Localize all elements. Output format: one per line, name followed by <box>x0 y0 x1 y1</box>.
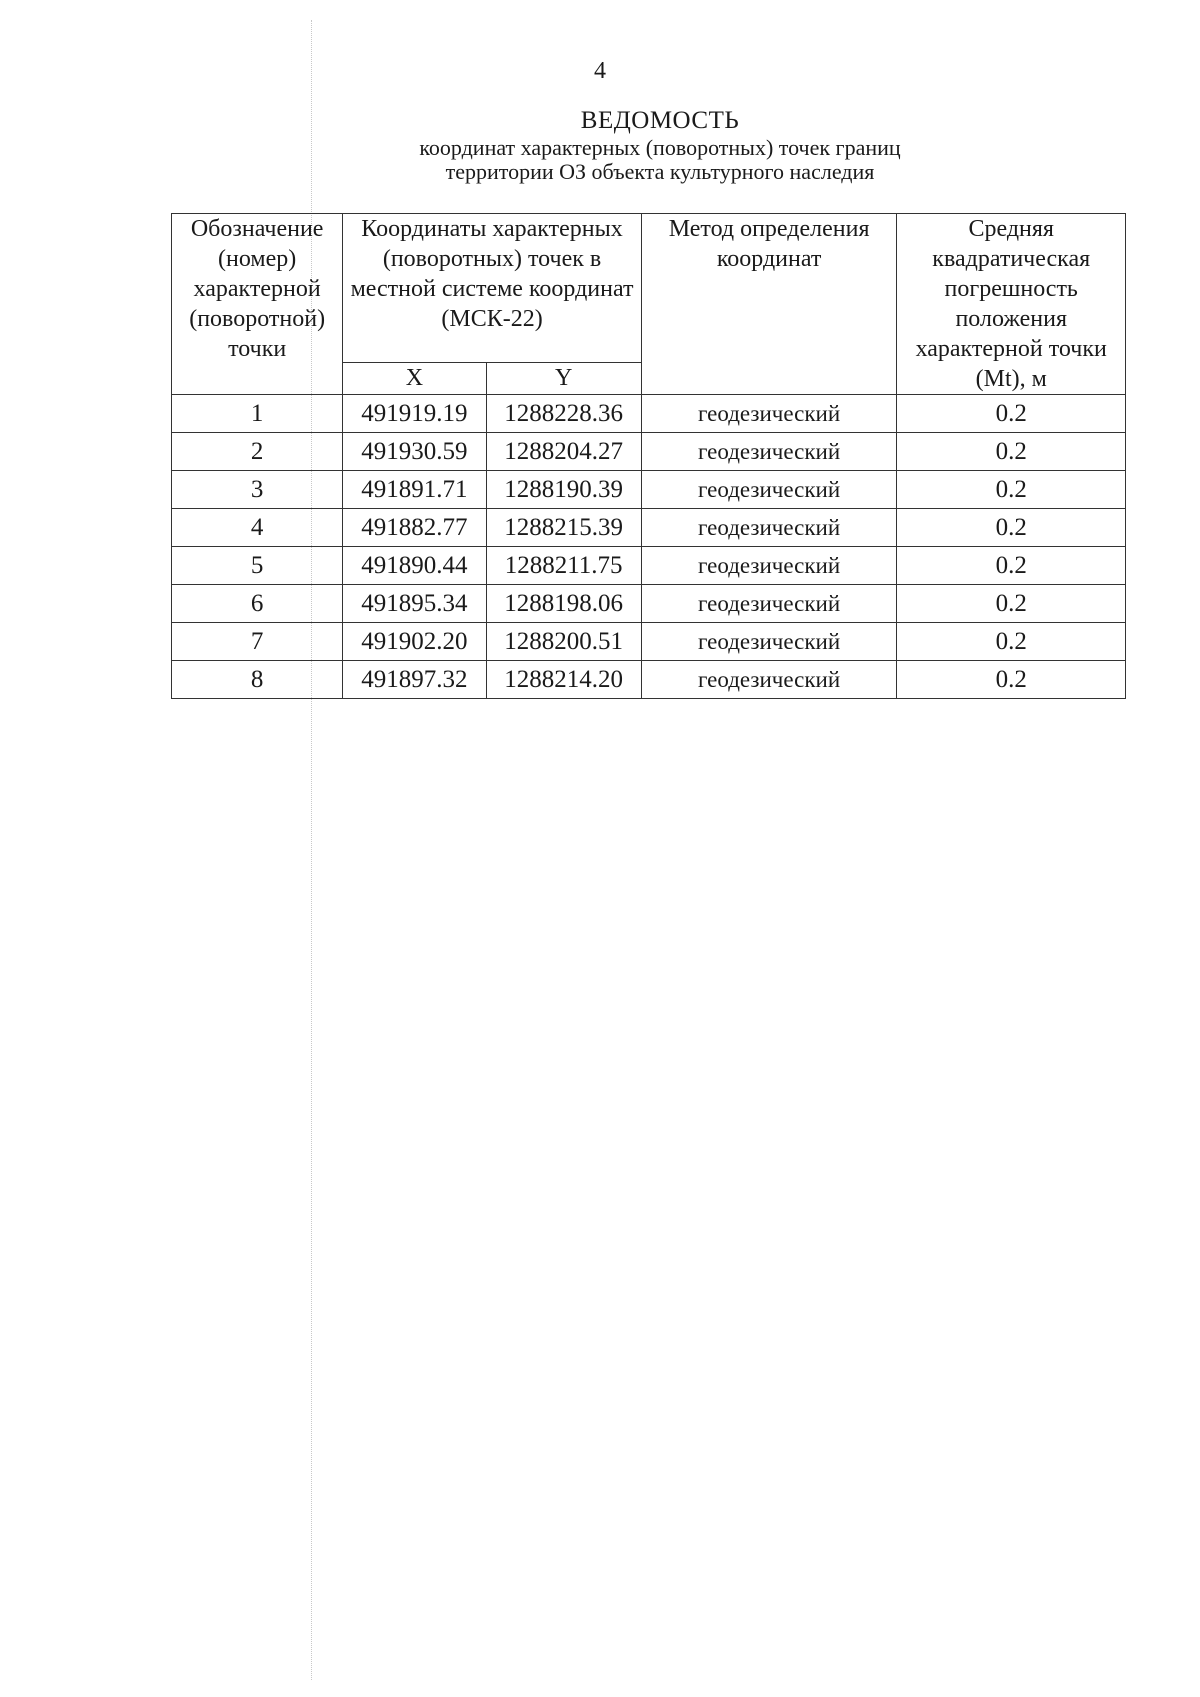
cell-method: геодезический <box>641 395 897 433</box>
header-method: Метод определения координат <box>641 214 897 395</box>
title-main: ВЕДОМОСТЬ <box>580 107 740 134</box>
table-row <box>172 547 1126 585</box>
cell-y: 1288200.51 <box>486 623 641 661</box>
cell-method: геодезический <box>641 509 897 547</box>
cell-point: 5 <box>172 547 343 585</box>
table-row <box>172 509 1126 547</box>
cell-error: 0.2 <box>897 471 1126 509</box>
title-line-2: территории ОЗ объекта культурного наследия <box>445 159 875 184</box>
cell-method: геодезический <box>641 547 897 585</box>
cell-point: 8 <box>172 661 343 699</box>
header-error: Средняя квадратическая погрешность положения характерной точки (Mt), м <box>897 214 1126 395</box>
cell-method: геодезический <box>641 471 897 509</box>
header-point: Обозначение (номер) характерной (поворотной) точки <box>172 214 343 395</box>
cell-error: 0.2 <box>897 585 1126 623</box>
cell-point: 2 <box>172 433 343 471</box>
cell-point: 7 <box>172 623 343 661</box>
table-header-row <box>172 214 1126 363</box>
table-row <box>172 433 1126 471</box>
cell-y: 1288215.39 <box>486 509 641 547</box>
cell-point: 3 <box>172 471 343 509</box>
cell-method: геодезический <box>641 623 897 661</box>
table-row <box>172 623 1126 661</box>
document-title <box>300 108 1020 184</box>
cell-error: 0.2 <box>897 509 1126 547</box>
table-row <box>172 471 1126 509</box>
cell-x: 491897.32 <box>343 661 486 699</box>
cell-y: 1288198.06 <box>486 585 641 623</box>
table-row <box>172 585 1126 623</box>
cell-point: 6 <box>172 585 343 623</box>
cell-method: геодезический <box>641 433 897 471</box>
cell-x: 491891.71 <box>343 471 486 509</box>
cell-x: 491890.44 <box>343 547 486 585</box>
page-number: 4 <box>594 58 606 84</box>
coordinates-table <box>171 213 1126 699</box>
cell-x: 491895.34 <box>343 585 486 623</box>
cell-y: 1288204.27 <box>486 433 641 471</box>
cell-error: 0.2 <box>897 395 1126 433</box>
cell-method: геодезический <box>641 585 897 623</box>
title-line-1: координат характерных (поворотных) точек границ <box>419 135 901 160</box>
cell-x: 491930.59 <box>343 433 486 471</box>
cell-y: 1288211.75 <box>486 547 641 585</box>
cell-x: 491902.20 <box>343 623 486 661</box>
cell-error: 0.2 <box>897 547 1126 585</box>
header-coordinates: Координаты характерных (поворотных) точек в местной системе координат (МСК-22) <box>343 214 642 363</box>
cell-x: 491882.77 <box>343 509 486 547</box>
cell-y: 1288190.39 <box>486 471 641 509</box>
cell-error: 0.2 <box>897 433 1126 471</box>
cell-x: 491919.19 <box>343 395 486 433</box>
cell-error: 0.2 <box>897 661 1126 699</box>
cell-y: 1288228.36 <box>486 395 641 433</box>
cell-point: 4 <box>172 509 343 547</box>
cell-y: 1288214.20 <box>486 661 641 699</box>
cell-error: 0.2 <box>897 623 1126 661</box>
cell-method: геодезический <box>641 661 897 699</box>
table-row <box>172 661 1126 699</box>
header-x: X <box>343 363 486 395</box>
header-y: Y <box>486 363 641 395</box>
table-row <box>172 395 1126 433</box>
cell-point: 1 <box>172 395 343 433</box>
